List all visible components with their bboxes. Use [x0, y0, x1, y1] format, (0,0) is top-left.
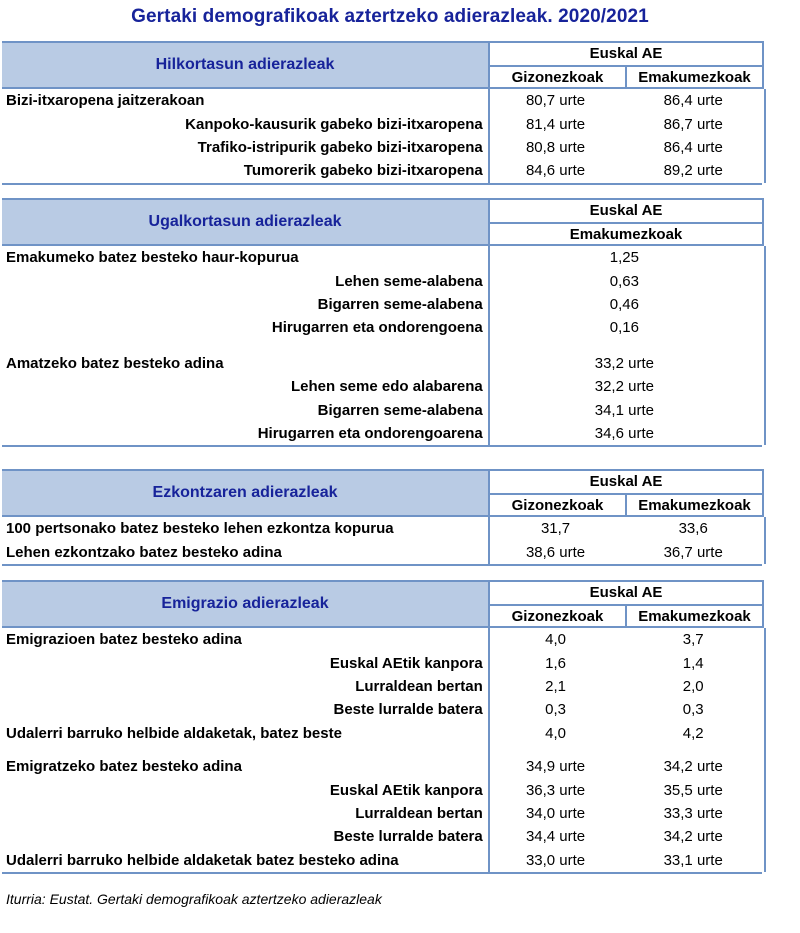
cell-women: 35,5 urte [663, 781, 723, 799]
table-row [2, 422, 762, 445]
cell-women: 0,3 [682, 701, 704, 719]
table-row [2, 517, 762, 540]
row-label: Lehen seme-alabena [335, 272, 483, 290]
table-header [2, 41, 762, 89]
cell-women: 89,2 urte [663, 162, 723, 180]
cell-men: 38,6 urte [525, 543, 586, 561]
table-row [2, 802, 762, 825]
emigration-table [2, 580, 762, 874]
cell-men: 80,7 urte [525, 92, 586, 110]
cell-women: 34,1 urte [594, 401, 654, 419]
table-row [2, 89, 762, 112]
row-label: Lehen seme edo alabarena [290, 378, 483, 396]
table-row [2, 849, 762, 872]
cell-women: 33,2 urte [594, 354, 654, 372]
table-row [2, 540, 762, 563]
cell-men: 81,4 urte [525, 115, 586, 133]
table-row [2, 755, 762, 778]
row-label: Udalerri barruko helbide aldaketak batez besteko adina [6, 851, 399, 869]
cell-men: 4,0 [545, 631, 566, 649]
row-label: Bigarren seme-alabena [317, 295, 483, 313]
cell-women: 3,7 [682, 631, 704, 649]
marriage-table [2, 469, 762, 566]
section-title: Hilkortasun adierazleak [2, 41, 488, 89]
region-header: Euskal AE [490, 200, 762, 224]
cell-women: 86,4 urte [663, 92, 723, 110]
table-row [2, 112, 762, 135]
row-label: Tumorerik gabeko bizi-itxaropena [243, 162, 483, 180]
cell-women: 1,4 [682, 654, 704, 672]
table-row [2, 722, 762, 745]
cell-women: 0,46 [609, 295, 639, 313]
region-header: Euskal AE [490, 43, 762, 67]
cell-men: 31,7 [540, 520, 571, 538]
table-row [2, 778, 762, 801]
table-header [2, 469, 762, 517]
table-row [2, 375, 762, 398]
cell-women: 86,7 urte [663, 115, 723, 133]
cell-women: 0,16 [609, 319, 639, 337]
row-label: Beste lurralde batera [333, 828, 483, 846]
table-row [2, 269, 762, 292]
cell-women: 34,2 urte [663, 828, 723, 846]
region-header: Euskal AE [490, 471, 762, 495]
region-header: Euskal AE [490, 582, 762, 606]
column-group [488, 41, 764, 89]
cell-women: 86,4 urte [663, 138, 723, 156]
cell-men: 34,4 urte [525, 828, 586, 846]
table-row [2, 398, 762, 421]
column-header-women: Emakumezkoak [638, 69, 751, 86]
row-label: Bizi-itxaropena jaitzerakoan [6, 92, 205, 110]
column-header-men: Gizonezkoak [490, 67, 627, 89]
table-header [2, 580, 762, 628]
cell-men: 1,6 [545, 654, 566, 672]
table-row [2, 136, 762, 159]
source-note: Iturria: Eustat. Gertaki demografikoak aztertzeko adierazleak [6, 891, 382, 907]
cell-women: 1,25 [609, 249, 639, 267]
table-row [2, 246, 762, 269]
table-row [2, 159, 762, 182]
cell-women: 36,7 urte [663, 543, 723, 561]
row-label: Udalerri barruko helbide aldaketak, batez beste [6, 724, 342, 742]
row-label: Emigratzeko batez besteko adina [6, 758, 242, 776]
column-header-women: Emakumezkoak [569, 226, 683, 243]
column-group [488, 198, 764, 246]
table-row [2, 293, 762, 316]
table-row [2, 316, 762, 339]
cell-men: 34,0 urte [525, 804, 586, 822]
table-row [2, 651, 762, 674]
column-header-women: Emakumezkoak [638, 608, 751, 625]
row-label: Lehen ezkontzako batez besteko adina [6, 543, 282, 561]
cell-men: 80,8 urte [525, 138, 586, 156]
row-label: Euskal AEtik kanpora [329, 654, 483, 672]
cell-women: 33,1 urte [663, 851, 723, 869]
column-header-women: Emakumezkoak [638, 497, 751, 514]
row-label: Emigrazioen batez besteko adina [6, 631, 242, 649]
table-body [2, 89, 762, 185]
column-group [488, 580, 764, 628]
table-header [2, 198, 762, 246]
cell-men: 4,0 [545, 724, 566, 742]
cell-women: 33,3 urte [663, 804, 723, 822]
table-row [2, 698, 762, 721]
fertility-table [2, 198, 762, 447]
row-label: Amatzeko batez besteko adina [6, 354, 224, 372]
cell-women: 4,2 [682, 724, 704, 742]
section-title: Emigrazio adierazleak [2, 580, 488, 628]
cell-men: 34,9 urte [525, 758, 586, 776]
cell-women: 34,2 urte [663, 758, 723, 776]
cell-men: 2,1 [545, 677, 566, 695]
table-row [2, 352, 762, 375]
table-row [2, 628, 762, 651]
section-title: Ugalkortasun adierazleak [2, 198, 488, 246]
row-label: Bigarren seme-alabena [317, 401, 483, 419]
cell-women: 34,6 urte [594, 424, 654, 442]
page-title: Gertaki demografikoak aztertzeko adierazleak. 2020/2021 [131, 6, 649, 27]
cell-women: 33,6 [678, 520, 708, 538]
table-row [2, 675, 762, 698]
column-header-men: Gizonezkoak [490, 606, 627, 628]
cell-women: 2,0 [682, 677, 704, 695]
cell-men: 0,3 [545, 701, 566, 719]
table-body [2, 517, 762, 566]
column-group [488, 469, 764, 517]
table-body [2, 628, 762, 874]
row-label: Emakumeko batez besteko haur-kopurua [6, 249, 299, 267]
row-label: Hirugarren eta ondorengoena [271, 319, 483, 337]
mortality-table [2, 41, 762, 185]
cell-women: 32,2 urte [594, 378, 654, 396]
table-row [2, 825, 762, 848]
cell-men: 84,6 urte [525, 162, 586, 180]
cell-women: 0,63 [609, 272, 639, 290]
row-label: Trafiko-istripurik gabeko bizi-itxaropena [197, 138, 483, 156]
row-label: Hirugarren eta ondorengoarena [257, 424, 483, 442]
row-label: Lurraldean bertan [355, 804, 483, 822]
table-body [2, 246, 762, 447]
cell-men: 36,3 urte [525, 781, 586, 799]
section-title: Ezkontzaren adierazleak [2, 469, 488, 517]
row-label: 100 pertsonako batez besteko lehen ezkontza kopurua [6, 520, 394, 538]
row-label: Beste lurralde batera [333, 701, 483, 719]
cell-men: 33,0 urte [525, 851, 586, 869]
row-label: Kanpoko-kausurik gabeko bizi-itxaropena [185, 115, 483, 133]
column-header-men: Gizonezkoak [490, 495, 627, 517]
row-label: Lurraldean bertan [355, 677, 483, 695]
row-label: Euskal AEtik kanpora [329, 781, 483, 799]
